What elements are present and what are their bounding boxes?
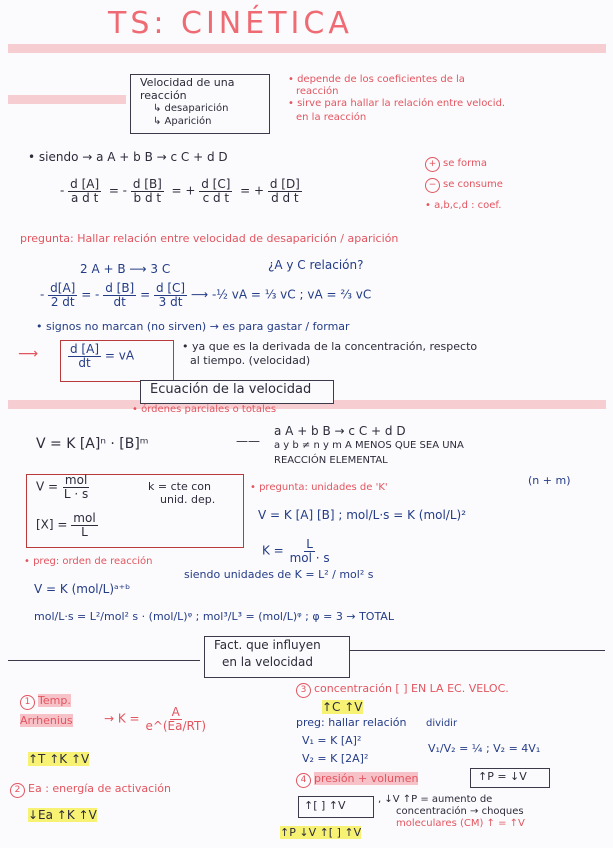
factors-line2: en la velocidad [222, 655, 313, 669]
velbox-line4: ↳ Aparición [153, 116, 212, 127]
rate-b-den: b d t [133, 190, 162, 205]
order-equation: V = K (mol/L)ᵃ⁺ᵇ [34, 582, 131, 596]
v1-equation: V₁ = K [A]² [302, 734, 362, 747]
factor-ea: 2 Ea : energía de activación [10, 782, 171, 798]
title-highlight-band [8, 44, 606, 53]
va-note-2: al tiempo. (velocidad) [190, 354, 311, 367]
arrow-to-box: ⟶ [18, 346, 39, 362]
reaction-2: 2 A + B ⟶ 3 C [80, 262, 171, 276]
units-exponent: (n + m) [528, 474, 571, 487]
reaction-3: a A + b B → c C + d D [274, 424, 406, 438]
rate-a-den: a d t [71, 190, 99, 205]
v2-equation: V₂ = K [2A]² [302, 752, 369, 765]
reaction-3-note-1: a y b ≠ n y m A MENOS QUE SEA UNA [274, 440, 464, 451]
units-k: k = cte con [148, 480, 211, 493]
section2-title: Ecuación de la velocidad [150, 382, 312, 397]
rate-d-den: d d t [271, 190, 299, 205]
rate-c-num: d [C] [201, 177, 231, 191]
ratio-equation: V₁/V₂ = ¼ ; V₂ = 4V₁ [428, 742, 541, 755]
concentration-box-text: ↑[ ] ↑V [304, 799, 346, 812]
k-units: K = $\frac{L}{\text{mol · s}}$ [262, 537, 330, 565]
legend-plus: + se forma [425, 157, 487, 172]
reaction-2-question: ¿A y C relación? [268, 258, 364, 272]
reaction-general: • siendo → a A + b B → c C + d D [28, 150, 228, 164]
rate-a-num: d [A] [70, 177, 100, 191]
pv-note-2: concentración → choques [396, 806, 524, 817]
pv-note-3: moleculares (CM) ↑ = ↑V [396, 818, 525, 829]
factor-concentration: 3 concentración [ ] EN LA EC. VELOC. [296, 682, 509, 698]
legend-minus: − se consume [425, 178, 503, 193]
left-band [8, 95, 126, 104]
relation-equation: - $\frac{d[A]}{2 dt}$ = - $\frac{d [B]}{dt}$ = $\frac{d [C]}{3 dt}$ ⟶ -½ vA = ⅓ vC ; vA = ⅔ vC [40, 281, 372, 309]
factor-temp: 1 Temp. [20, 694, 71, 710]
note-depends: • depende de los coeficientes de la [288, 74, 465, 85]
va-note-1: • ya que es la derivada de la concentración, respecto [182, 340, 478, 353]
va-box-content: $\frac{d [A]}{dt}$ = vA [70, 342, 135, 370]
reaction-3-note-2: REACCIÓN ELEMENTAL [274, 455, 388, 466]
page-title: TS: CINÉTICA [108, 6, 353, 41]
siendo-units: siendo unidades de K = L² / mol² s [184, 568, 374, 581]
factor-pressure-volume: 4 presión + volumen [296, 772, 418, 788]
units-k-2: unid. dep. [160, 493, 216, 506]
units-equation: V = K [A] [B] ; mol/L·s = K (mol/L)² [258, 508, 467, 522]
signs-note: • signos no marcan (no sirven) → es para gastar / formar [36, 320, 350, 333]
ea-effect: ↓Ea ↑K ↑V [28, 808, 97, 822]
pv-effect: ↑P ↓V ↑[ ] ↑V [280, 826, 362, 839]
question-units-k: • pregunta: unidades de 'K' [250, 482, 388, 493]
question-1: pregunta: Hallar relación entre velocidad de desaparición / aparición [20, 232, 399, 245]
rate-b-num: d [B] [132, 177, 162, 191]
concentration-divide: dividir [426, 718, 458, 729]
question-order: • preg: orden de reacción [24, 556, 153, 567]
concentration-question: preg: hallar relación [296, 716, 407, 729]
divider-left [8, 660, 200, 661]
factors-line1: Fact. que influyen [214, 638, 321, 652]
arrhenius-label: Arrhenius [20, 714, 73, 727]
temp-effect: ↑T ↑K ↑V [28, 752, 90, 766]
arrhenius-equation: → K = $\frac{A}{e\^{}(Ea/RT)}$ [104, 705, 207, 733]
order-equation-2: mol/L·s = L²/mol² s · (mol/L)ᵠ ; mol³/L³ = (mol/L)ᵠ ; φ = 3 → TOTAL [34, 610, 394, 623]
rate-law: V = K [A]ⁿ · [B]ᵐ [36, 436, 149, 452]
concentration-effect: ↑C ↑V [322, 700, 363, 714]
velbox-line2: reacción [140, 89, 187, 102]
rate-c-den: c d t [202, 190, 230, 205]
velbox-line3: ↳ desaparición [153, 103, 229, 114]
note-depends-2: reacción [296, 86, 339, 97]
pv-note-1: , ↓V ↑P = aumento de [378, 794, 493, 805]
rate-d-num: d [D] [269, 177, 300, 191]
velbox-line1: Velocidad de una [140, 76, 235, 89]
rate-law-dash: —— [236, 434, 260, 448]
section2-subtitle: • órdenes parciales o totales [132, 404, 277, 415]
units-x: [X] = $\frac{\text{mol}}{L}$ [36, 511, 96, 539]
pressure-box-text: ↑P = ↓V [478, 770, 527, 783]
note-serves: • sirve para hallar la relación entre velocid. [288, 98, 506, 109]
rate-expression: - $\frac{d [A]}{\text{a d t}}$ = - $\frac{d [B]}{\text{b d t}}$ = + $\frac{d [C]}{\text{c d t}}$ = + $\frac{d [D]}{\text{d d t}}$ [60, 177, 300, 205]
divider-right [350, 650, 605, 651]
units-v: V = $\frac{\text{mol}}{L \cdot s}$ [36, 473, 89, 501]
legend-coef: • a,b,c,d : coef. [425, 200, 502, 211]
note-serves-2: en la reacción [296, 112, 367, 123]
